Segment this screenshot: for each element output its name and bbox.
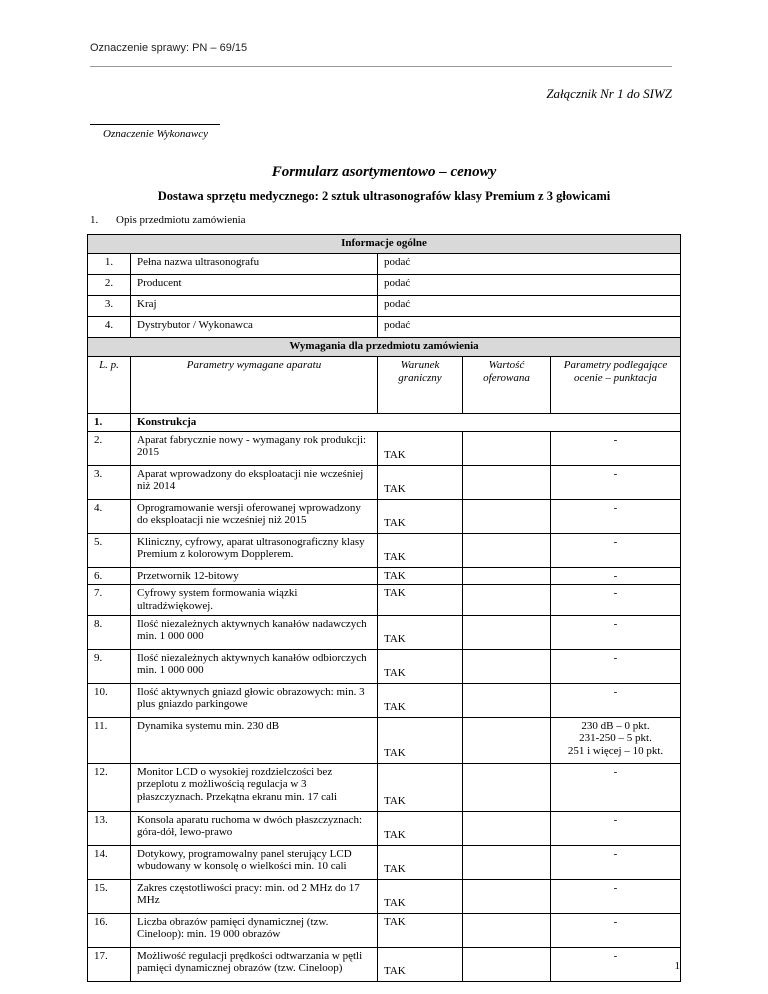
requirement-scoring: -: [551, 567, 681, 585]
general-row-label: Producent: [131, 275, 378, 296]
requirement-scoring: -: [551, 533, 681, 567]
requirement-offered-value[interactable]: [463, 499, 551, 533]
requirement-number: 8.: [88, 615, 131, 649]
requirement-condition: TAK: [378, 947, 463, 981]
column-header-condition: Warunek graniczny: [378, 357, 463, 414]
requirement-parameter: Kliniczny, cyfrowy, aparat ultrasonograficzny klasy Premium z kolorowym Dopplerem.: [131, 533, 378, 567]
requirement-row: [88, 811, 681, 845]
requirement-offered-value[interactable]: [463, 465, 551, 499]
general-row-number: 4.: [88, 317, 131, 338]
requirement-number: 15.: [88, 879, 131, 913]
annex-label: Załącznik Nr 1 do SIWZ: [546, 86, 672, 101]
requirement-scoring: -: [551, 763, 681, 811]
requirement-parameter: Ilość niezależnych aktywnych kanałów nadawczych min. 1 000 000: [131, 615, 378, 649]
section-number: 1.: [90, 214, 99, 226]
requirement-scoring: -: [551, 879, 681, 913]
requirement-number: 6.: [88, 567, 131, 585]
requirement-parameter: Aparat wprowadzony do eksploatacji nie wcześniej niż 2014: [131, 465, 378, 499]
requirement-offered-value[interactable]: [463, 649, 551, 683]
group-label: Konstrukcja: [131, 414, 681, 432]
general-row-number: 1.: [88, 254, 131, 275]
requirement-scoring: -: [551, 811, 681, 845]
requirement-scoring: -: [551, 465, 681, 499]
requirement-number: 9.: [88, 649, 131, 683]
requirement-offered-value[interactable]: [463, 533, 551, 567]
group-number: 1.: [88, 414, 131, 432]
requirement-row: [88, 431, 681, 465]
requirement-scoring: -: [551, 615, 681, 649]
form-subtitle: Dostawa sprzętu medycznego: 2 sztuk ultrasonografów klasy Premium z 3 głowicami: [157, 189, 611, 203]
page-number: 1: [674, 960, 680, 972]
requirement-number: 3.: [88, 465, 131, 499]
requirements-heading-row: [88, 338, 681, 357]
requirement-row: [88, 533, 681, 567]
requirement-number: 2.: [88, 431, 131, 465]
requirement-parameter: Zakres częstotliwości pracy: min. od 2 MHz do 17 MHz: [131, 879, 378, 913]
section-heading: Opis przedmiotu zamówienia: [116, 214, 246, 226]
requirement-condition: TAK: [378, 465, 463, 499]
requirement-scoring: -: [551, 585, 681, 615]
requirement-scoring: -: [551, 431, 681, 465]
case-reference: Oznaczenie sprawy: PN – 69/15: [90, 42, 248, 54]
requirement-condition: TAK: [378, 811, 463, 845]
requirement-number: 12.: [88, 763, 131, 811]
group-row: [88, 414, 681, 432]
form-title: Formularz asortymentowo – cenowy: [271, 164, 497, 180]
general-row-value: podać: [378, 275, 681, 296]
requirement-offered-value[interactable]: [463, 845, 551, 879]
requirement-parameter: Możliwość regulacji prędkości odtwarzania w pętli pamięci dynamicznej obrazów (tzw. Cineloop): [131, 947, 378, 981]
requirement-parameter: Konsola aparatu ruchoma w dwóch płaszczyznach: góra-dół, lewo-prawo: [131, 811, 378, 845]
requirement-scoring: -: [551, 649, 681, 683]
requirement-condition: TAK: [378, 499, 463, 533]
contractor-label: Oznaczenie Wykonawcy: [103, 128, 208, 140]
requirement-number: 17.: [88, 947, 131, 981]
requirement-row: [88, 763, 681, 811]
general-row-label: Dystrybutor / Wykonawca: [131, 317, 378, 338]
requirement-row: [88, 649, 681, 683]
requirement-number: 14.: [88, 845, 131, 879]
column-header-offered: Wartość oferowana: [463, 357, 551, 414]
general-row-number: 3.: [88, 296, 131, 317]
general-row-number: 2.: [88, 275, 131, 296]
requirement-condition: TAK: [378, 585, 463, 615]
general-row-value: podać: [378, 254, 681, 275]
requirement-offered-value[interactable]: [463, 763, 551, 811]
requirement-offered-value[interactable]: [463, 567, 551, 585]
requirement-parameter: Liczba obrazów pamięci dynamicznej (tzw. Cineloop): min. 19 000 obrazów: [131, 913, 378, 947]
requirement-number: 7.: [88, 585, 131, 615]
general-info-heading: Informacje ogólne: [88, 235, 681, 254]
requirement-row: [88, 499, 681, 533]
general-row-label: Pełna nazwa ultrasonografu: [131, 254, 378, 275]
requirement-condition: TAK: [378, 763, 463, 811]
requirement-condition: TAK: [378, 913, 463, 947]
requirement-condition: TAK: [378, 717, 463, 763]
requirement-condition: TAK: [378, 649, 463, 683]
requirement-row: [88, 913, 681, 947]
requirement-condition: TAK: [378, 533, 463, 567]
requirement-number: 13.: [88, 811, 131, 845]
column-header-lp: L. p.: [88, 357, 131, 414]
general-heading-row: [88, 235, 681, 254]
requirement-row: [88, 465, 681, 499]
requirement-condition: TAK: [378, 683, 463, 717]
general-row-value: podać: [378, 317, 681, 338]
requirement-parameter: Ilość aktywnych gniazd głowic obrazowych: min. 3 plus gniazdo parkingowe: [131, 683, 378, 717]
requirement-condition: TAK: [378, 615, 463, 649]
general-row: [88, 317, 681, 338]
requirement-scoring: -: [551, 913, 681, 947]
requirement-parameter: Cyfrowy system formowania wiązki ultradźwiękowej.: [131, 585, 378, 615]
requirement-parameter: Ilość niezależnych aktywnych kanałów odbiorczych min. 1 000 000: [131, 649, 378, 683]
requirement-number: 5.: [88, 533, 131, 567]
general-row: [88, 275, 681, 296]
requirement-offered-value[interactable]: [463, 431, 551, 465]
requirement-number: 11.: [88, 717, 131, 763]
requirement-row: [88, 879, 681, 913]
column-header-row: [88, 357, 681, 414]
requirement-offered-value[interactable]: [463, 879, 551, 913]
requirement-offered-value[interactable]: [463, 717, 551, 763]
requirement-offered-value[interactable]: [463, 811, 551, 845]
requirement-offered-value[interactable]: [463, 947, 551, 981]
requirement-condition: TAK: [378, 879, 463, 913]
requirement-parameter: Dynamika systemu min. 230 dB: [131, 717, 378, 763]
requirements-heading: Wymagania dla przedmiotu zamówienia: [88, 338, 681, 357]
requirement-row: [88, 585, 681, 615]
requirement-parameter: Aparat fabrycznie nowy - wymagany rok produkcji: 2015: [131, 431, 378, 465]
column-header-params: Parametry wymagane aparatu: [131, 357, 378, 414]
general-row: [88, 254, 681, 275]
requirement-number: 16.: [88, 913, 131, 947]
requirement-row: [88, 947, 681, 981]
column-header-scored: Parametry podlegające ocenie – punktacja: [551, 357, 681, 414]
requirement-offered-value[interactable]: [463, 683, 551, 717]
general-row: [88, 296, 681, 317]
requirement-number: 4.: [88, 499, 131, 533]
contractor-signature-line: [90, 124, 220, 125]
requirement-row: [88, 717, 681, 763]
header-rule: [90, 66, 672, 67]
requirement-row: [88, 845, 681, 879]
requirement-row: [88, 615, 681, 649]
requirement-offered-value[interactable]: [463, 615, 551, 649]
requirement-scoring: -: [551, 947, 681, 981]
requirement-condition: TAK: [378, 567, 463, 585]
requirement-parameter: Monitor LCD o wysokiej rozdzielczości bez przeplotu z możliwością regulacja w 3 płaszczyznach. Przekątna ekranu min. 17 cali: [131, 763, 378, 811]
requirement-parameter: Dotykowy, programowalny panel sterujący LCD wbudowany w konsolę o wielkości min. 10 cali: [131, 845, 378, 879]
requirement-parameter: Oprogramowanie wersji oferowanej wprowadzony do eksploatacji nie wcześniej niż 2015: [131, 499, 378, 533]
requirement-scoring: 230 dB – 0 pkt. 231-250 – 5 pkt. 251 i więcej – 10 pkt.: [551, 717, 681, 763]
general-row-label: Kraj: [131, 296, 378, 317]
requirement-offered-value[interactable]: [463, 913, 551, 947]
specification-table: [87, 234, 681, 982]
requirement-row: [88, 683, 681, 717]
requirement-parameter: Przetwornik 12-bitowy: [131, 567, 378, 585]
requirement-scoring: -: [551, 683, 681, 717]
requirement-condition: TAK: [378, 845, 463, 879]
requirement-scoring: -: [551, 499, 681, 533]
requirement-condition: TAK: [378, 431, 463, 465]
requirement-row: [88, 567, 681, 585]
general-row-value: podać: [378, 296, 681, 317]
requirement-offered-value[interactable]: [463, 585, 551, 615]
requirement-number: 10.: [88, 683, 131, 717]
requirement-scoring: -: [551, 845, 681, 879]
